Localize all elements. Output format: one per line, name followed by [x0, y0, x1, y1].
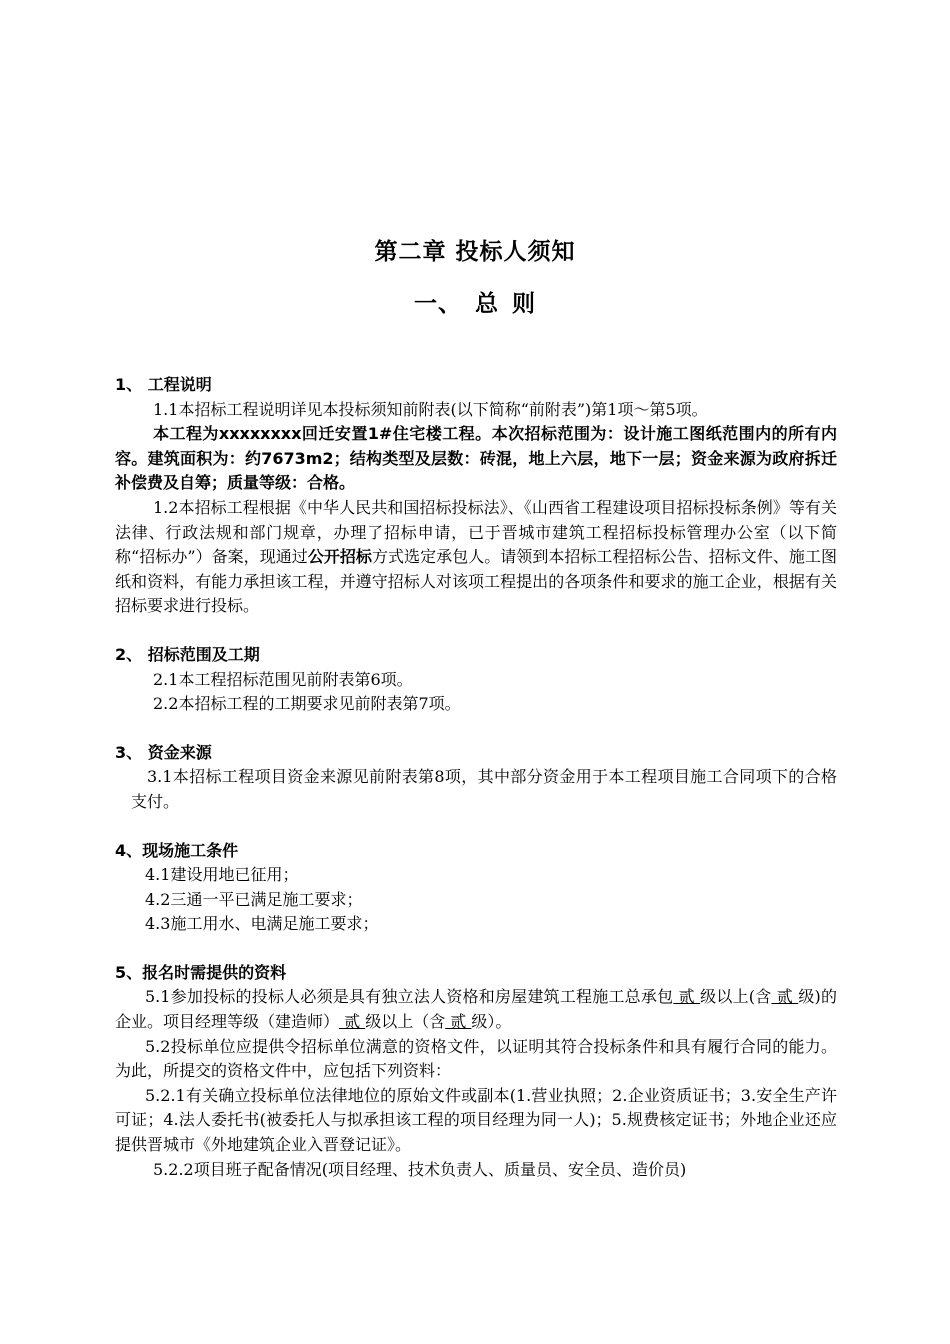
bidding-method-bold: 公开招标 [307, 547, 372, 567]
document-body [115, 373, 837, 1182]
section-4-paragraph-1: 4.1建设用地已征用； [145, 865, 299, 885]
section-3-heading: 3、 资金来源 [115, 742, 212, 762]
section-2-paragraph-1: 2.1本工程招标范围见前附表第6项。 [153, 669, 413, 689]
section-3 [115, 741, 837, 815]
paragraph-text: 方式选定承包人。请领到本招标工程招标公告、招标文件、施工图纸和资料，有能力承担该工程，并遵守招标人对该项工程提出的各项条件和要求的施工企业，根据有关招标要求进行投标。 [115, 547, 837, 616]
paragraph-text: 级)的企业。项目经理等级（建造师） [115, 987, 837, 1032]
paragraph-text: 级以上(含 [700, 987, 772, 1007]
section-4-paragraph-3: 4.3施工用水、电满足施工要求； [145, 914, 379, 934]
section-4 [115, 839, 837, 937]
qualification-grade-underlined: 贰 [771, 987, 799, 1007]
section-1 [115, 373, 837, 619]
section-1-paragraph-2 [115, 496, 837, 619]
paragraph-text: 级）。 [471, 1012, 512, 1032]
paragraph-text: 级以上（含 [365, 1012, 446, 1032]
paragraph-text: 1.2本招标工程根据《中华人民共和国招标投标法》、《山西省工程建设项目招标投标条例》等有关法律、行政法规和部门规章，办理了招标申请，已于晋城市建筑工程招标投标管理办公室（以下简称“招标办”）备案，现通过 [115, 497, 837, 567]
section-5-paragraph-2: 5.2投标单位应提供令招标单位满意的资格文件，以证明其符合投标条件和具有履行合同的能力。为此，所提交的资格文件中，应包括下列资料： [115, 1036, 837, 1081]
chapter-title: 第二章 投标人须知 [374, 239, 576, 265]
section-title: 一、 总 则 [413, 291, 536, 317]
section-5-paragraph-1 [115, 985, 837, 1034]
project-summary-paragraph: 本工程为xxxxxxxx回迁安置1#住宅楼工程。本次招标范围为：设计施工图纸范围内的所有内容。建筑面积为：约7673m2；结构类型及层数：砖混，地上六层，地下一层；资金来源为政府拆迁补偿费及自筹；质量等级：合格。 [115, 424, 837, 493]
section-5-heading: 5、报名时需提供的资料 [115, 962, 287, 982]
section-4-paragraph-2: 4.2三通一平已满足施工要求； [145, 889, 363, 909]
section-2 [115, 643, 837, 717]
section-5-paragraph-4: 5.2.2项目班子配备情况(项目经理、技术负责人、质量员、安全员、造价员) [153, 1159, 687, 1179]
section-4-heading: 4、现场施工条件 [115, 840, 239, 860]
section-2-heading: 2、 招标范围及工期 [115, 644, 260, 664]
manager-grade-underlined: 贰 [445, 1012, 472, 1032]
manager-grade-underlined: 贰 [339, 1012, 366, 1032]
qualification-grade-underlined: 贰 [673, 987, 701, 1007]
section-3-paragraph-1: 3.1本招标工程项目资金来源见前附表第8项，其中部分资金用于本工程项目施工合同项下的合格支付。 [131, 767, 837, 811]
section-2-paragraph-2: 2.2本招标工程的工期要求见前附表第7项。 [153, 694, 461, 714]
section-1-paragraph-1: 1.1本招标工程说明详见本投标须知前附表(以下简称“前附表”)第1项～第5项。 [153, 399, 708, 419]
section-5-paragraph-3: 5.2.1有关确立投标单位法律地位的原始文件或副本(1.营业执照；2.企业资质证书；3.安全生产许可证；4.法人委托书(被委托人与拟承担该工程的项目经理为同一人)；5.规费核定证书；外地企业还应提供晋城市《外地建筑企业入晋登记证》。 [115, 1085, 837, 1155]
section-5 [115, 961, 837, 1182]
section-1-heading: 1、 工程说明 [115, 375, 212, 394]
paragraph-text: 5.1参加投标的投标人必须是具有独立法人资格和房屋建筑工程施工总承包 [145, 987, 674, 1007]
